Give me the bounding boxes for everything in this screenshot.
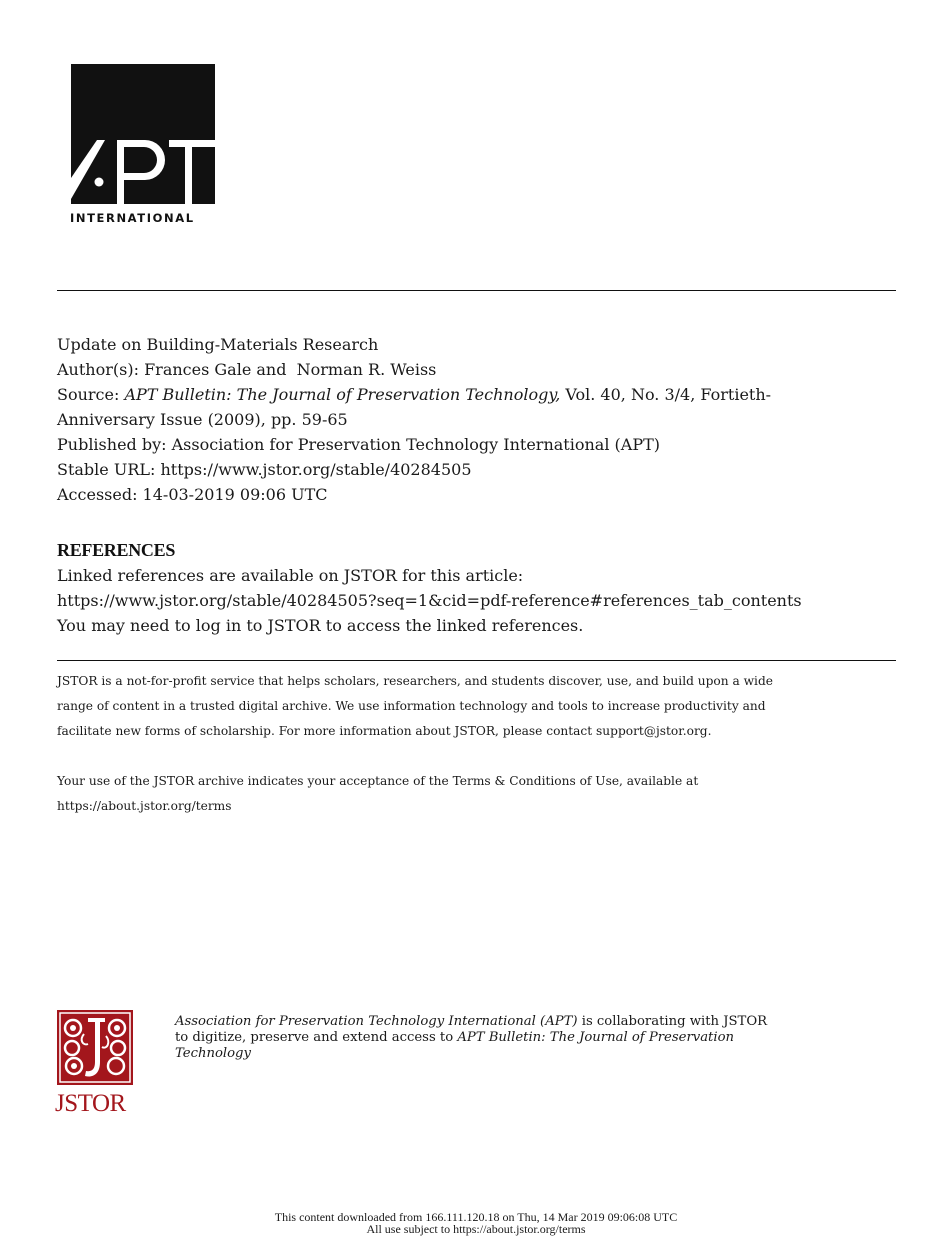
jstor-logo — [57, 1010, 133, 1085]
divider — [57, 290, 896, 291]
published-by: Published by: Association for Preservation Technology International (APT) — [57, 435, 660, 454]
stable-url[interactable]: Stable URL: https://www.jstor.org/stable/40284505 — [57, 460, 472, 479]
notice-text: range of content in a trusted digital archive. We use information technology and tools to increase productivity and — [57, 699, 766, 713]
authors-value: Frances Gale and Norman R. Weiss — [144, 360, 437, 379]
jstor-wordmark: JSTOR — [55, 1090, 126, 1117]
terms-notice: All use subject to https://about.jstor.org/terms — [366, 1222, 586, 1236]
authors-label: Author(s): — [57, 360, 139, 379]
authors-line — [57, 357, 436, 382]
source-line-2: Anniversary Issue (2009), pp. 59-65 — [57, 410, 348, 429]
journal-name: APT Bulletin: The Journal of Preservation — [457, 1030, 735, 1045]
accessed-date: Accessed: 14-03-2019 09:06 UTC — [57, 485, 328, 504]
collaboration-text: is collaborating with JSTOR — [577, 1014, 768, 1029]
divider — [57, 660, 896, 661]
references-link[interactable]: https://www.jstor.org/stable/40284505?seq=1&cid=pdf-reference#references_tab_contents — [57, 591, 802, 610]
references-heading: REFERENCES — [57, 540, 176, 560]
jstor-ornament-icon — [57, 1010, 133, 1085]
source-label: Source: — [57, 385, 120, 404]
publisher-name: Association for Preservation Technology International (APT) — [175, 1014, 578, 1029]
references-text: Linked references are available on JSTOR for this article: — [57, 566, 524, 585]
references-login-note: You may need to log in to JSTOR to access the linked references. — [57, 616, 584, 635]
collaboration-line-3 — [175, 1046, 251, 1062]
source-line — [57, 382, 771, 407]
notice-text: JSTOR is a not-for-profit service that helps scholars, researchers, and students discover, use, and build upon a wide — [57, 674, 773, 688]
terms-text: Your use of the JSTOR archive indicates your acceptance of the Terms & Conditions of Use, available at — [57, 774, 699, 788]
journal-name-cont: Technology — [175, 1046, 251, 1061]
notice-text: facilitate new forms of scholarship. For more information about JSTOR, please contact support@jstor.org. — [57, 724, 712, 738]
collaboration-line-1 — [175, 1014, 767, 1030]
terms-link[interactable]: https://about.jstor.org/terms — [57, 799, 232, 813]
download-notice: This content downloaded from 166.111.120.18 on Thu, 14 Mar 2019 09:06:08 UTC — [274, 1210, 678, 1224]
collaboration-line-2 — [175, 1030, 734, 1046]
article-title: Update on Building-Materials Research — [57, 335, 379, 354]
collaboration-text: to digitize, preserve and extend access to — [175, 1030, 458, 1045]
apt-logo-mark-icon — [71, 64, 215, 204]
source-details: Vol. 40, No. 3/4, Fortieth- — [560, 385, 772, 404]
source-journal: APT Bulletin: The Journal of Preservation Technology, — [124, 385, 561, 404]
apt-logo — [71, 64, 215, 204]
apt-logo-caption: INTERNATIONAL — [70, 211, 195, 225]
